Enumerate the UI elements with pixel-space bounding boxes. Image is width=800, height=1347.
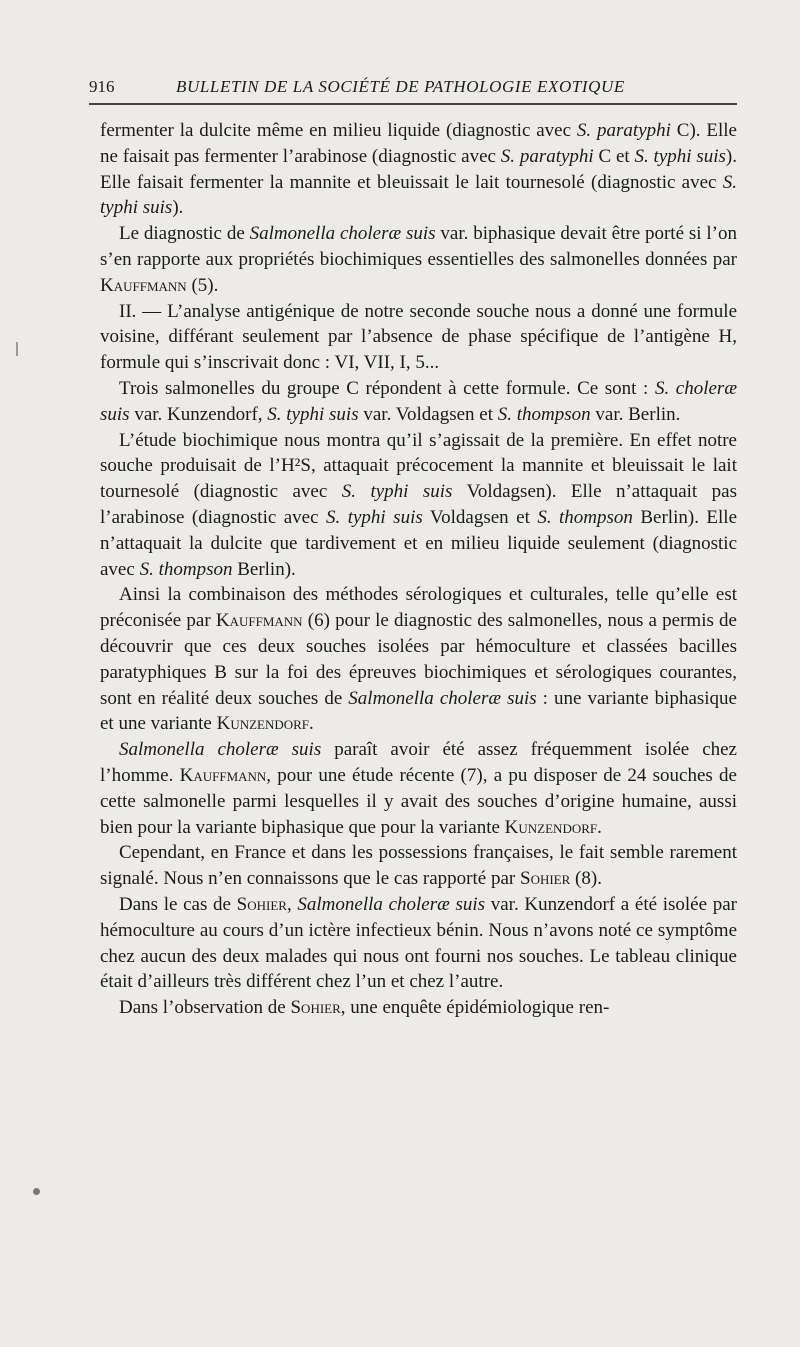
text-run: : une variante biphasique et une variante <box>100 687 737 735</box>
text-run: Cependant, en France et dans les possessions françaises, le fait semble rarement signalé. Nous n’en connaissons que le cas rapporté par <box>100 842 737 890</box>
paragraph <box>100 840 737 892</box>
paragraph <box>100 892 737 995</box>
text-run: Berlin). <box>232 558 296 580</box>
text-run: var. biphasique devait être porté si l’on s’en rapporte aux propriétés biochimiques essentielles des salmonelles données par <box>100 223 737 270</box>
paragraph <box>100 737 737 840</box>
text-run: C et <box>593 145 635 167</box>
italic-term: S. typhi suis <box>100 171 737 219</box>
author-name: Kunzendorf <box>216 713 310 735</box>
running-title: BULLETIN DE LA SOCIÉTÉ DE PATHOLOGIE EXOTIQUE <box>176 77 625 96</box>
italic-term: Salmonella choleræ suis <box>249 223 436 245</box>
paragraph <box>100 376 737 428</box>
paragraph <box>100 582 737 737</box>
italic-term: S. choleræ suis <box>100 377 737 425</box>
italic-term: S. thompson <box>139 558 233 580</box>
page-number: 916 <box>89 77 115 96</box>
text-run: II. — L’analyse antigénique de notre seconde souche nous a donné une formule voisine, différant seulement par l’absence de phase spécifique de l’antigène H, formule qui s’inscrivait donc : VI, VII, I, 5... <box>100 300 737 374</box>
text-run: Berlin). Elle n’attaquait la dulcite que tardivement et en milieu liquide seulement (diagnostic avec <box>100 506 738 580</box>
text-run: ). <box>172 197 184 219</box>
text-run: ). Elle faisait fermenter la mannite et bleuissait le lait tournesolé (diagnostic avec <box>100 145 737 193</box>
text-run: Voldagsen). Elle n’attaquait pas l’arabinose (diagnostic avec <box>100 481 737 528</box>
text-run: Voldagsen et <box>422 506 538 528</box>
text-run: Ainsi la combinaison des méthodes sérologiques et culturales, telle qu’elle est préconisée par <box>100 584 737 632</box>
paragraph <box>100 299 737 376</box>
header-rule <box>89 103 737 105</box>
text-run: C). Elle ne faisait pas fermenter l’arabinose (diagnostic avec <box>100 120 737 167</box>
paragraph <box>100 118 737 221</box>
text-run: (6) pour le diagnostic des salmonelles, nous a permis de découvrir que ces deux souches isolées par hémoculture et classées bacilles paratyphiques B sur la foi des épreuves biochimiques et sérologiques courantes, sont en réalité deux souches de <box>100 610 737 709</box>
text-run: (8). <box>570 868 602 890</box>
author-name: Kauffmann <box>179 764 267 786</box>
text-run: L’étude biochimique nous montra qu’il s’agissait de la première. En effet notre souche produisait de l’H²S, attaquait précocement la mannite et bleuissait le lait tournesolé (diagnostic avec <box>100 429 737 503</box>
italic-term: S. paratyphi <box>576 120 671 141</box>
text-run: var. Kunzendorf, <box>129 403 268 425</box>
italic-term: S. typhi suis <box>326 506 423 528</box>
text-run: , pour une étude récente (7), a pu disposer de 24 souches de cette salmonelle parmi lesquelles il y avait des souches d’origine humaine, aussi bien pour la variante biphasique que pour la variante <box>100 764 737 838</box>
paragraph <box>100 995 737 1021</box>
italic-term: S. typhi suis <box>634 145 726 167</box>
paragraph <box>100 428 737 583</box>
text-run: (5). <box>186 274 219 296</box>
text-run: Dans l’observation de <box>119 997 291 1019</box>
text-run: . <box>597 816 602 838</box>
author-name: Kauffmann <box>100 274 187 296</box>
author-name: Sohier <box>236 893 287 915</box>
running-header <box>89 74 734 100</box>
text-run: paraît avoir été assez fréquemment isolée chez l’homme. <box>100 739 737 786</box>
body-text <box>100 118 737 1021</box>
italic-term: Salmonella choleræ suis <box>119 739 322 761</box>
italic-term: S. typhi suis <box>341 481 453 503</box>
italic-term: Salmonella choleræ suis <box>297 893 486 915</box>
text-run: , une enquête épidémiologique ren- <box>340 997 610 1019</box>
margin-mark <box>16 342 18 356</box>
italic-term: S. thompson <box>497 403 591 425</box>
text-run: var. Kunzendorf a été isolée par hémoculture au cours d’un ictère infectieux bénin. Nous n’avons noté ce symptôme chez aucun des deux malades qui nous ont fourni nos souches. Le tableau clinique était d’ailleurs très différent chez l’un et chez l’autre. <box>100 893 737 993</box>
italic-term: S. typhi suis <box>267 403 359 425</box>
text-run: . <box>309 713 314 735</box>
text-run: Trois salmonelles du groupe C répondent à cette formule. Ce sont : <box>119 377 655 399</box>
author-name: Kauffmann <box>215 610 303 632</box>
italic-term: S. thompson <box>537 506 633 528</box>
text-run: , <box>286 893 298 915</box>
author-name: Sohier <box>520 868 571 890</box>
italic-term: S. paratyphi <box>500 145 594 167</box>
paragraph <box>100 221 737 298</box>
text-run: Dans le cas de <box>119 893 237 915</box>
text-run: var. Berlin. <box>590 403 681 425</box>
text-run: var. Voldagsen et <box>358 403 498 425</box>
author-name: Kunzendorf <box>504 816 598 838</box>
text-run: Le diagnostic de <box>119 223 250 245</box>
italic-term: Salmonella choleræ suis <box>348 687 537 709</box>
author-name: Sohier <box>290 997 341 1019</box>
text-run: fermenter la dulcite même en milieu liquide (diagnostic avec <box>100 120 577 141</box>
margin-dot <box>33 1188 40 1195</box>
